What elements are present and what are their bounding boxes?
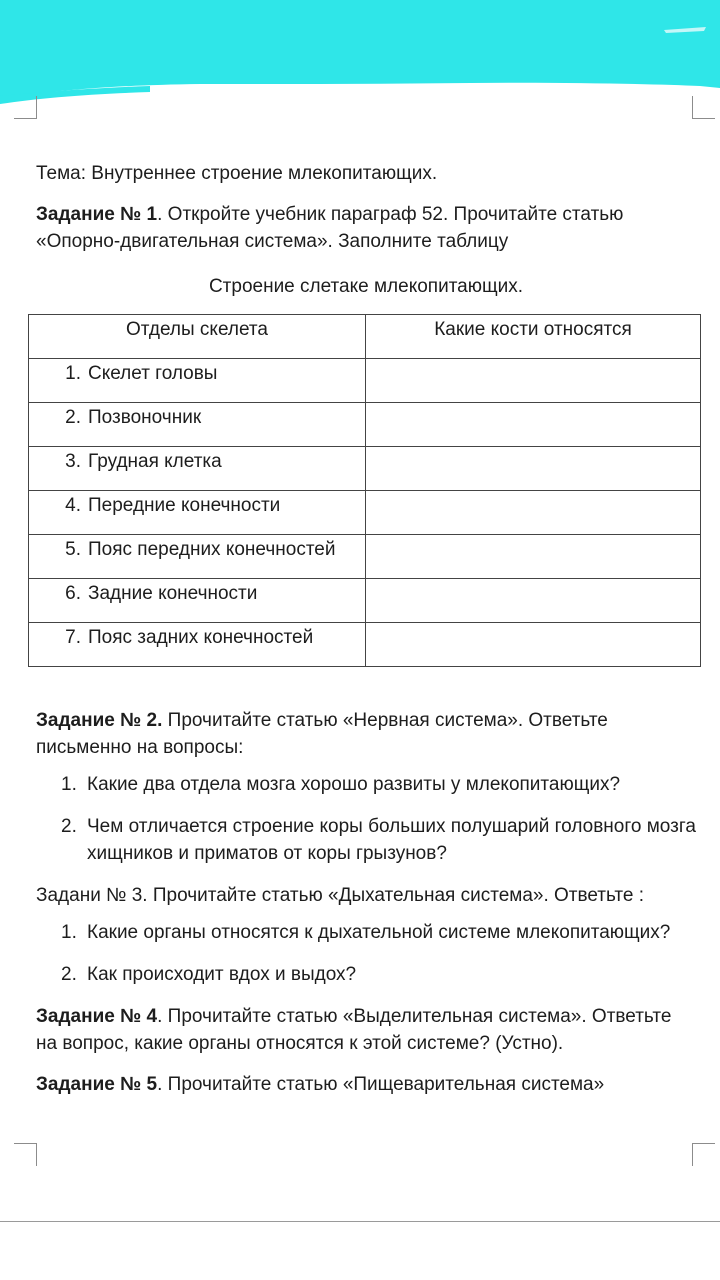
task-5-text: . Прочитайте статью «Пищеварительная система» bbox=[157, 1074, 605, 1095]
task-3: Задани № 3. Прочитайте статью «Дыхательная система». Ответьте : bbox=[36, 885, 645, 906]
skeleton-part-cell bbox=[29, 359, 366, 403]
task-5 bbox=[36, 1071, 696, 1098]
row-number: 1. bbox=[65, 363, 81, 384]
page-divider bbox=[0, 1221, 720, 1222]
skeleton-part-cell bbox=[29, 579, 366, 623]
question-number: 1. bbox=[61, 774, 77, 795]
question-text: Какие органы относятся к дыхательной системе млекопитающих? bbox=[87, 922, 671, 943]
question-item bbox=[36, 961, 696, 988]
task-2-text: Прочитайте статью «Нервная система». Ответьте письменно на вопросы: bbox=[36, 710, 608, 758]
answer-cell bbox=[366, 623, 701, 667]
table-row bbox=[29, 535, 701, 579]
skeleton-part: Пояс задних конечностей bbox=[88, 627, 314, 648]
skeleton-part-cell bbox=[29, 447, 366, 491]
table-row bbox=[29, 359, 701, 403]
table-row bbox=[29, 579, 701, 623]
question-number: 1. bbox=[61, 922, 77, 943]
page-corner-mark bbox=[14, 96, 37, 119]
page-corner-mark bbox=[14, 1143, 37, 1166]
task-2-questions bbox=[36, 771, 696, 867]
skeleton-part-cell bbox=[29, 623, 366, 667]
task-4-text: . Прочитайте статью «Выделительная система». Ответьте на вопрос, какие органы относятся к этой системе? (Устно). bbox=[36, 1006, 672, 1054]
question-text: Какие два отдела мозга хорошо развиты у млекопитающих? bbox=[87, 774, 621, 795]
table-row bbox=[29, 491, 701, 535]
topic-label: Тема: bbox=[36, 163, 92, 184]
question-number: 2. bbox=[61, 964, 77, 985]
task-2 bbox=[36, 707, 696, 761]
answer-cell bbox=[366, 535, 701, 579]
question-item bbox=[36, 813, 696, 867]
marker-stroke bbox=[0, 0, 720, 100]
table-row bbox=[29, 403, 701, 447]
skeleton-part: Грудная клетка bbox=[88, 451, 222, 472]
table-row bbox=[29, 447, 701, 491]
table-row bbox=[29, 623, 701, 667]
row-number: 5. bbox=[65, 539, 81, 560]
document-body bbox=[36, 160, 696, 1098]
row-number: 7. bbox=[65, 627, 81, 648]
answer-cell bbox=[366, 403, 701, 447]
skeleton-part-cell bbox=[29, 403, 366, 447]
skeleton-part: Передние конечности bbox=[88, 495, 281, 516]
task-4-label: Задание № 4 bbox=[36, 1006, 158, 1027]
task-1 bbox=[36, 201, 696, 255]
task-1-label: Задание № 1 bbox=[36, 204, 158, 225]
skeleton-part: Задние конечности bbox=[88, 583, 258, 604]
task-2-label: Задание № 2. bbox=[36, 710, 163, 731]
skeleton-part: Скелет головы bbox=[88, 363, 218, 384]
table-title: Строение слетаке млекопитающих. bbox=[208, 276, 524, 297]
task-5-label: Задание № 5 bbox=[36, 1074, 158, 1095]
answer-cell bbox=[366, 579, 701, 623]
row-number: 6. bbox=[65, 583, 81, 604]
skeleton-table bbox=[28, 314, 701, 667]
column-header: Какие кости относятся bbox=[366, 315, 701, 359]
question-item bbox=[36, 771, 696, 798]
column-header: Отделы скелета bbox=[29, 315, 366, 359]
row-number: 2. bbox=[65, 407, 81, 428]
answer-cell bbox=[366, 491, 701, 535]
row-number: 4. bbox=[65, 495, 81, 516]
row-number: 3. bbox=[65, 451, 81, 472]
answer-cell bbox=[366, 359, 701, 403]
task-4 bbox=[36, 1003, 696, 1057]
topic-line bbox=[36, 160, 696, 187]
answer-cell bbox=[366, 447, 701, 491]
skeleton-part: Пояс передних конечностей bbox=[88, 539, 336, 560]
page-corner-mark bbox=[692, 1143, 715, 1166]
skeleton-part-cell bbox=[29, 491, 366, 535]
question-text: Как происходит вдох и выдох? bbox=[87, 964, 357, 985]
task-1-text: . Откройте учебник параграф 52. Прочитайте статью «Опорно-двигательная система». Заполните таблицу bbox=[36, 204, 624, 252]
cyan-marker-overlay bbox=[0, 0, 720, 130]
question-number: 2. bbox=[61, 816, 77, 837]
skeleton-part: Позвоночник bbox=[88, 407, 202, 428]
question-item bbox=[36, 919, 696, 946]
topic-text: Внутреннее строение млекопитающих. bbox=[91, 163, 438, 184]
table-header-row bbox=[29, 315, 701, 359]
question-text: Чем отличается строение коры больших полушарий головного мозга хищников и приматов от коры грызунов? bbox=[87, 816, 696, 864]
task-3-questions bbox=[36, 919, 696, 988]
skeleton-part-cell bbox=[29, 535, 366, 579]
page-corner-mark bbox=[692, 96, 715, 119]
